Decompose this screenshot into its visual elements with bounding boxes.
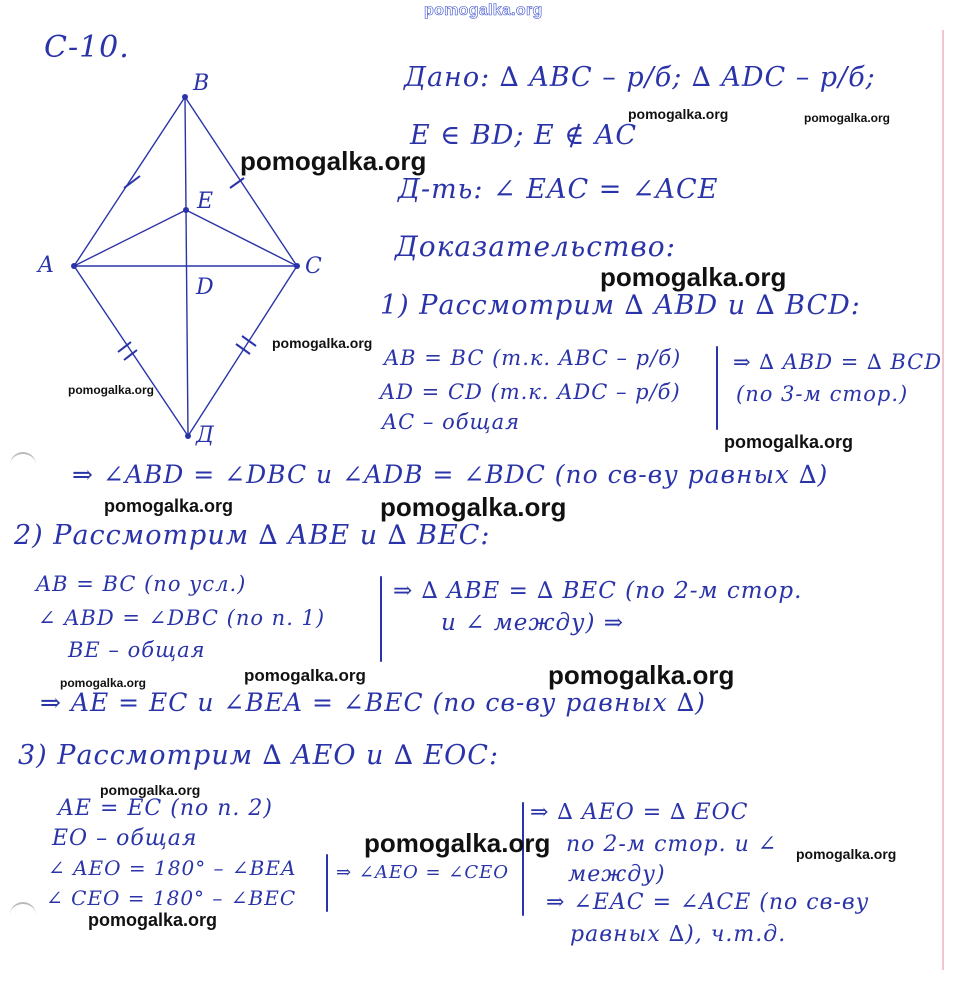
- problem-number: C-10.: [44, 30, 130, 65]
- point-C: [294, 263, 300, 269]
- step3-line-3: ∠ AEO = 180° – ∠BEA: [48, 856, 297, 880]
- watermark: pomogalka.org: [724, 432, 854, 452]
- tick-CD-1: [236, 344, 250, 354]
- watermark: pomogalka.org: [548, 660, 735, 690]
- step3-result-2: по 2-м стор. и ∠: [566, 832, 778, 857]
- step2-divider: [380, 576, 382, 662]
- step2-line-3: BE – общая: [68, 638, 206, 662]
- segment-AB: [74, 97, 185, 266]
- watermark: pomogalka.org: [796, 846, 897, 862]
- point-B: [182, 94, 188, 100]
- label-C: C: [305, 254, 322, 279]
- watermark: pomogalka.org: [600, 262, 787, 292]
- given-line-3: Д-ть: ∠ EAC = ∠ACE: [398, 174, 719, 205]
- watermark: pomogalka.org: [364, 828, 551, 858]
- step1-result-1: ⇒ ∆ ABD = ∆ BCD: [733, 350, 943, 374]
- step3-result-5: равных ∆), ч.т.д.: [570, 922, 787, 947]
- watermark: pomogalka.org: [104, 496, 234, 516]
- watermark: pomogalka.org: [244, 666, 366, 685]
- proof-title: Доказательство:: [395, 230, 677, 263]
- watermark: pomogalka.org: [804, 111, 891, 125]
- segment-DA: [74, 266, 188, 436]
- step2-result-2: и ∠ между) ⇒: [441, 610, 625, 636]
- watermark: pomogalka.org: [380, 492, 567, 522]
- step3-result-1: ⇒ ∆ AEO = ∆ EOC: [530, 800, 749, 825]
- step3-middle: ⇒ ∠AEO = ∠CEO: [336, 862, 510, 883]
- given-line-2: E ∈ BD; E ∉ AC: [410, 120, 638, 151]
- step3-line-2: EO – общая: [52, 826, 198, 851]
- step2-heading: 2) Рассмотрим ∆ ABE и ∆ BEC:: [14, 520, 491, 551]
- step2-result-1: ⇒ ∆ ABE = ∆ BEC (по 2-м стор.: [393, 578, 803, 604]
- label-B: B: [193, 71, 210, 96]
- segment-EC: [186, 210, 297, 266]
- watermark: pomogalka.org: [68, 383, 155, 397]
- tick-CD-2: [242, 336, 256, 346]
- step1-line-2: AD = CD (т.к. ADC – р/б): [380, 380, 681, 404]
- step1-line-1: AB = BC (т.к. ABC – р/б): [384, 346, 682, 370]
- label-E: E: [197, 189, 214, 214]
- step3-divider-left: [326, 854, 328, 912]
- step1-result-2: (по 3-м стор.): [736, 382, 909, 406]
- step3-line-4: ∠ CEO = 180° – ∠BEC: [46, 886, 297, 910]
- step1-conclusion: ⇒ ∠ABD = ∠DBC и ∠ADB = ∠BDC (по св-ву равных ∆): [72, 460, 829, 489]
- label-D-center: D: [196, 275, 214, 300]
- step1-divider: [716, 346, 718, 430]
- given-line-1: Дано: ∆ ABC – р/б; ∆ ADC – р/б;: [404, 62, 876, 93]
- step1-heading: 1) Рассмотрим ∆ ABD и ∆ BCD:: [380, 290, 861, 321]
- point-E: [183, 207, 189, 213]
- step2-line-1: AB = BC (по усл.): [36, 572, 247, 596]
- step2-conclusion: ⇒ AE = EC и ∠BEA = ∠BEC (по св-ву равных ∆): [40, 688, 706, 717]
- segment-AE: [74, 210, 186, 266]
- step2-line-2: ∠ ABD = ∠DBC (по п. 1): [38, 606, 326, 630]
- header-watermark: pomogalka.org: [424, 2, 543, 19]
- label-D-bottom: Д: [196, 423, 214, 448]
- watermark: pomogalka.org: [240, 146, 427, 176]
- watermark: pomogalka.org: [60, 676, 147, 690]
- label-A: A: [38, 253, 54, 278]
- step3-result-3: между): [568, 862, 666, 887]
- watermark: pomogalka.org: [88, 910, 218, 930]
- step3-heading: 3) Рассмотрим ∆ AEO и ∆ EOC:: [18, 740, 500, 771]
- step3-divider-right: [522, 802, 524, 916]
- watermark: pomogalka.org: [100, 782, 201, 798]
- point-A: [71, 263, 77, 269]
- step1-line-3: AC – общая: [382, 410, 520, 434]
- step3-result-4: ⇒ ∠EAC = ∠ACE (по св-ву: [546, 890, 870, 915]
- watermark: pomogalka.org: [272, 335, 373, 351]
- segment-BC: [185, 97, 297, 266]
- step3-line-1: AE = EC (по п. 2): [58, 796, 273, 821]
- point-D: [185, 433, 191, 439]
- watermark: pomogalka.org: [628, 106, 729, 122]
